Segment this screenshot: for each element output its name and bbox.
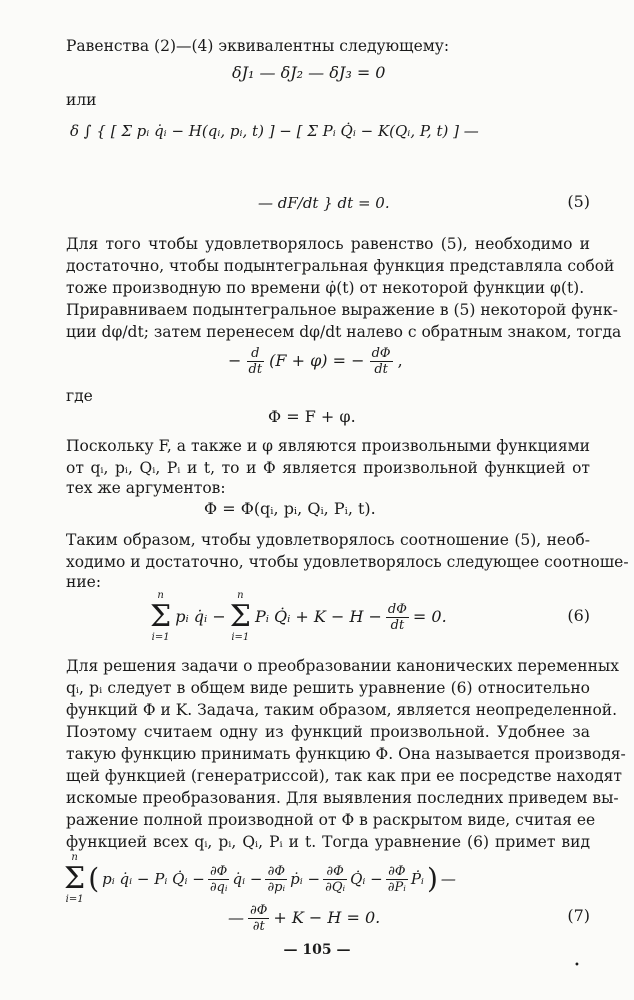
equation-phi-args: Φ = Φ(qᵢ, pᵢ, Qᵢ, Pᵢ, t).	[204, 499, 376, 518]
equation-phi: Φ = F + φ.	[268, 407, 356, 426]
text-line: функцией всех qᵢ, pᵢ, Qᵢ, Pᵢ и t. Тогда уравнение (6) примет вид	[66, 833, 590, 851]
equation-variation: δJ₁ — δJ₂ — δJ₃ = 0	[232, 63, 386, 82]
fraction-partial-P: $\frac{\partial\Phi}{\text{∂Pᵢ}}$	[387, 863, 406, 895]
print-mark: •	[574, 960, 580, 971]
sum-symbol: n Σ i=1	[150, 590, 172, 643]
text-line: достаточно, чтобы подынтегральная функция представляла собой	[66, 257, 615, 275]
text-line: функций Φ и K. Задача, таким образом, является неопределенной.	[66, 701, 618, 719]
text-line: искомые преобразования. Для выявления последних приведем вы-	[66, 789, 619, 807]
text-line: ражение полной производной от Φ в раскрытом виде, считая ее	[66, 811, 596, 829]
equation-number-7: (7)	[567, 906, 590, 925]
text-line: от qᵢ, pᵢ, Qᵢ, Pᵢ и t, то и Φ является произвольной функцией от	[66, 459, 590, 477]
fraction-dphi-dt: $\frac{d\Phi}{dt}$	[371, 346, 391, 377]
minus-sign: −	[228, 351, 242, 370]
equation-derivative-mid: (F + φ) = −	[269, 351, 365, 370]
equation-7-line1: n Σ i=1 ( pᵢ q̇ᵢ − Pᵢ Q̇ᵢ − $\frac{\partial\Phi}{\text{∂qᵢ}}$ q̇ᵢ − $\frac{\partial\Phi}{\text{∂pᵢ}}$ ṗᵢ − $\frac{\partial\Phi}{\text{∂Qᵢ}}$ Q̇ᵢ − $\frac{\partial\Phi}{\text{∂Pᵢ}}$ Ṗᵢ ) —	[64, 852, 456, 905]
sum-symbol: n Σ i=1	[229, 590, 251, 643]
text-line: тех же аргументов:	[66, 479, 226, 497]
fraction-d-dt: $\frac{d}{dt}$	[248, 346, 263, 377]
text-line: щей функцией (генератриссой), так как при ее посредстве находят	[66, 767, 622, 785]
text-line: Для решения задачи о преобразовании канонических переменных	[66, 657, 619, 675]
text-line: тоже производную по времени φ̇(t) от некоторой функции φ(t).	[66, 279, 585, 297]
equation-number-5: (5)	[567, 192, 590, 211]
text-line: Поэтому считаем одну из функций произвольной. Удобнее за	[66, 723, 590, 741]
text-line: qᵢ, pᵢ следует в общем виде решить уравнение (6) относительно	[66, 679, 590, 697]
text-line: Равенства (2)—(4) эквивалентны следующему:	[66, 37, 450, 55]
equation-7-line2: — $\frac{\partial\Phi}{\partial t}$ + K − H = 0.	[228, 902, 381, 934]
equation-5-line1: δ ∫ { [ Σ pᵢ q̇ᵢ − H(qᵢ, pᵢ, t) ] − [ Σ Pᵢ Q̇ᵢ − K(Qᵢ, P, t) ] —	[70, 122, 479, 140]
text-line: или	[66, 91, 97, 109]
fraction-partial-Q: $\frac{\partial\Phi}{\text{∂Qᵢ}}$	[325, 863, 346, 895]
text-line: Таким образом, чтобы удовлетворялось соотношение (5), необ-	[66, 531, 590, 549]
text-line: Для того чтобы удовлетворялось равенство (5), необходимо и	[66, 235, 590, 253]
equation-number-6: (6)	[567, 606, 590, 625]
text-line: ции dφ/dt; затем перенесем dφ/dt налево с обратным знаком, тогда	[66, 323, 622, 341]
fraction-partial-p: $\frac{\partial\Phi}{\text{∂pᵢ}}$	[267, 863, 286, 895]
equation-6: n Σ i=1 pᵢ q̇ᵢ − n Σ i=1 Pᵢ Q̇ᵢ + K − H − $\frac{d\Phi}{dt}$ = 0.	[150, 590, 447, 643]
text-line: Приравниваем подынтегральное выражение в (5) некоторой функ-	[66, 301, 618, 319]
text-line: ние:	[66, 573, 102, 591]
text-line: такую функцию принимать функцию Φ. Она называется производя-	[66, 745, 626, 763]
fraction-partial-t: $\frac{\partial\Phi}{\partial t}$	[250, 902, 268, 934]
fraction-partial-q: $\frac{\partial\Phi}{\text{∂qᵢ}}$	[209, 863, 228, 895]
equation-5-line2: — dF/dt } dt = 0.	[258, 194, 390, 212]
text-line: Поскольку F, а также и φ являются произвольными функциями	[66, 437, 590, 455]
fraction-dphi-dt: $\frac{d\Phi}{dt}$	[387, 601, 407, 633]
sum-symbol: n Σ i=1	[64, 852, 86, 905]
equation-derivative: − $\frac{d}{dt}$ (F + φ) = − $\frac{d\Phi}{dt}$ ,	[228, 346, 403, 377]
text-line: ходимо и достаточно, чтобы удовлетворялось следующее соотноше-	[66, 553, 629, 571]
page-number: — 105 —	[283, 942, 351, 958]
text-line: где	[66, 387, 93, 405]
